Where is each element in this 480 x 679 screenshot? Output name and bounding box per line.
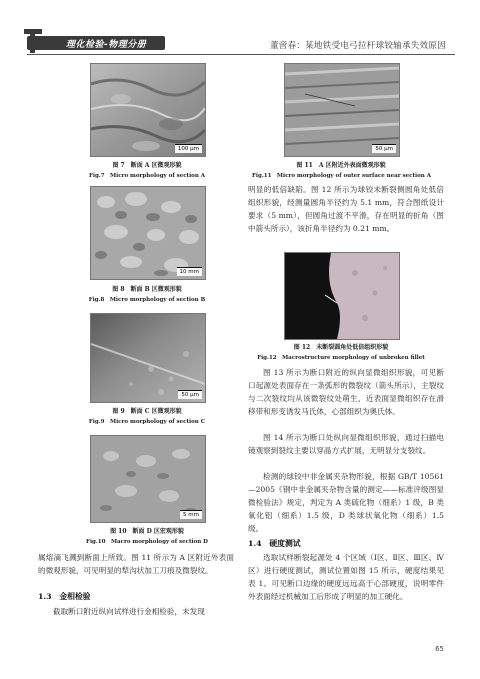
figure-10-image [90, 435, 206, 523]
page-number: 65 [435, 645, 444, 653]
running-head: 董啻春：某地铁受电弓拉杆球铰轴承失效原因 [269, 41, 446, 51]
figure-9-image [90, 313, 206, 403]
figure-9-caption-en: Fig.9 Micro morphology of section C [88, 419, 206, 425]
figure-12-image [284, 252, 400, 340]
figure-7-caption-en: Fig.7 Micro morphology of section A [88, 173, 206, 179]
figure-11-scale-bar: 50 μm [372, 144, 396, 153]
figure-8-image [90, 186, 206, 280]
figure-9-caption-cn: 图 9 断面 C 区微观形貌 [112, 408, 182, 415]
figure-11-caption-cn: 图 11 A 区附近外表面微观形貌 [296, 162, 386, 169]
figure-10-caption-en: Fig.10 Macro morphology of section D [86, 539, 208, 545]
figure-9-scale-bar: 50 μm [178, 390, 202, 399]
right-paragraph-4: 检测的球铰中非金属夹杂物形貌，根据 GB/T 10561—2005《钢中非金属夹杂物含量的测定——标准评级图显微检验法》规定，判定为 A 类硫化物（细系）1 级，B 类氧化铝（细系）1.5 级，D 类球状氧化物（细系）1.5 级。 [248, 472, 444, 533]
right-paragraph-2: 图 13 所示为断口附近的纵向显微组织形貌，可见断口起源处表面存在一条弧形的微裂纹（箭头所示），主裂纹与二次裂纹均从该微裂纹处萌生，近表面显微组织存在滑移带和形变诱发马氏体，心部组织为奥氏体。 [248, 368, 444, 416]
left-paragraph-1: 属熔滴飞溅到断面上所致。图 11 所示为 A 区附近外表面的微观形貌，可见明显的犁沟状加工刀痕及微裂纹。 [38, 553, 234, 575]
figure-8-caption-cn: 图 8 断面 B 区微观形貌 [112, 286, 182, 293]
header-divider [27, 54, 455, 55]
figure-7-scale-bar: 100 μm [175, 144, 202, 153]
figure-10-scale-bar: 5 mm [180, 510, 202, 519]
section-1-3-heading: 1.3 金相检验 [38, 592, 91, 601]
figure-7-caption-cn: 图 7 断面 A 区微观形貌 [112, 162, 182, 169]
figure-8-scale-bar: 10 mm [177, 267, 202, 276]
figure-12-caption-en: Fig.12 Macrostructure morphology of unbroken fillet [257, 355, 425, 361]
right-paragraph-1: 明显的低倍缺陷。图 12 所示为球铰未断裂侧圆角处低倍组织形貌，经测量圆角半径约为 5.1 mm，符合图纸设计要求（5 mm），但圆角过渡不平滑，存在明显的折角（图中箭头所示），该折角半径约为 0.21 mm。 [248, 185, 444, 233]
figure-11-caption-en: Fig.11 Micro morphology of outer surface near section A [252, 173, 431, 179]
figure-11-image [284, 63, 400, 157]
section-1-4-heading: 1.4 硬度测试 [248, 539, 301, 548]
journal-logo-text: 理化检验-物理分册 [66, 40, 147, 50]
page-header [0, 0, 480, 60]
figure-10-caption-cn: 图 10 断面 D 区宏观形貌 [110, 528, 184, 535]
left-paragraph-2: 截取断口附近纵向试样进行金相检验，未发现 [53, 607, 205, 616]
right-paragraph-5: 选取试样断裂起源处 4 个区域（Ⅰ区、Ⅱ区、Ⅲ区、Ⅳ区）进行硬度测试，测试位置如图 15 所示，硬度结果见表 1。可见断口边缘的硬度远远高于心部硬度，说明零件外表面经过机械加工后形成了明显的加工硬化。 [248, 553, 444, 601]
right-paragraph-3: 图 14 所示为断口处纵向显微组织形貌，通过扫描电镜观察到裂纹主要以穿晶方式扩展，无明显分支裂纹。 [248, 433, 444, 455]
figure-12-caption-cn: 图 12 未断裂圆角处低倍组织形貌 [293, 344, 389, 351]
figure-8-caption-en: Fig.8 Micro morphology of section B [88, 297, 206, 303]
figure-7-image [90, 63, 206, 157]
